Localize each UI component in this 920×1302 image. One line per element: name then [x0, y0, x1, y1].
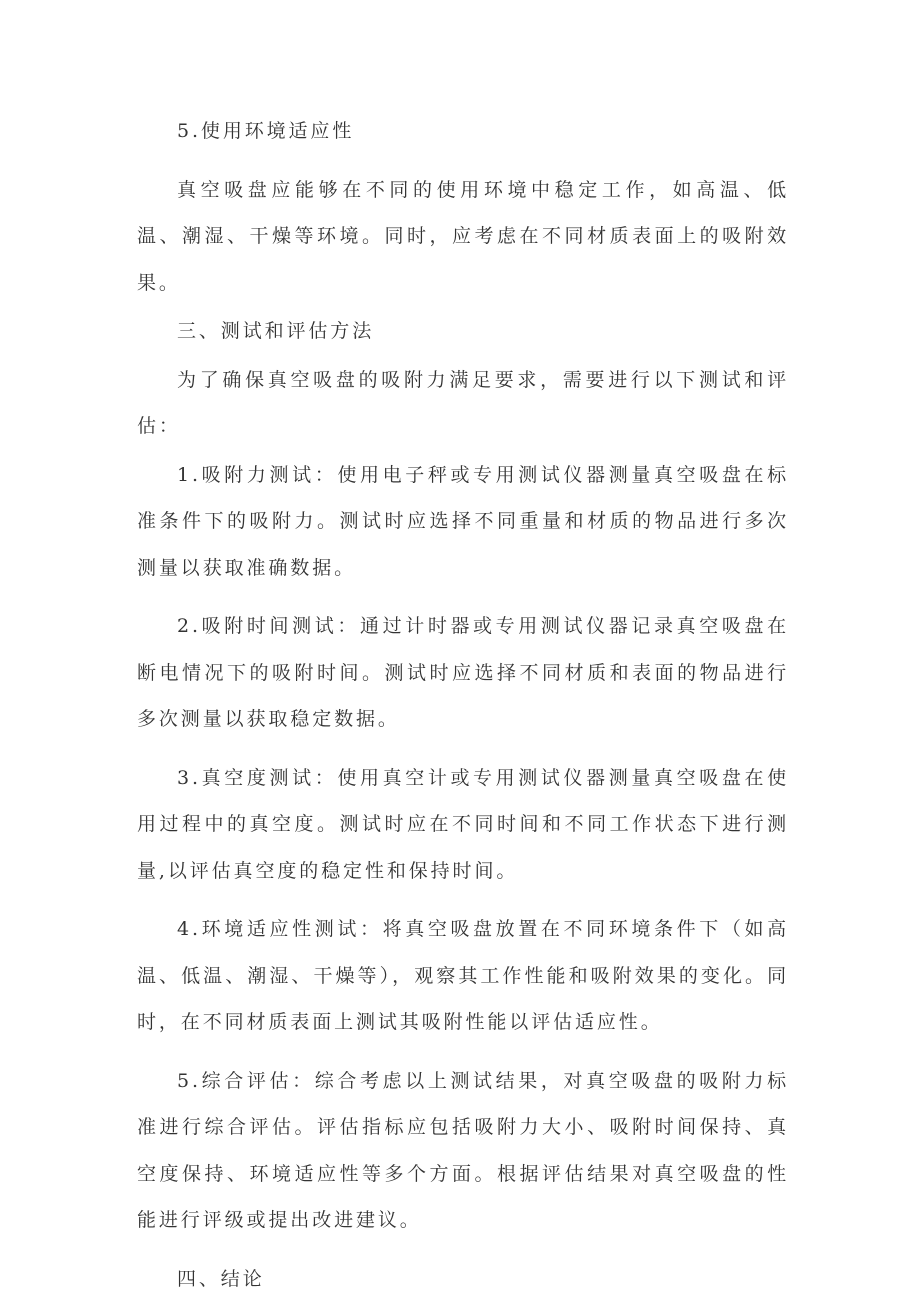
paragraph-vacuum-degree-test: 3.真空度测试：使用真空计或专用测试仪器测量真空吸盘在使用过程中的真空度。测试时应在不同时间和不同工作状态下进行测量,以评估真空度的稳定性和保持时间。	[137, 766, 789, 882]
paragraph-comprehensive-evaluation: 5.综合评估：综合考虑以上测试结果，对真空吸盘的吸附力标准进行综合评估。评估指标应包括吸附力大小、吸附时间保持、真空度保持、环境适应性等多个方面。根据评估结果对真空吸盘的性能进行评级或提出改进建议。	[137, 1069, 789, 1231]
paragraph-environment-adaptability: 真空吸盘应能够在不同的使用环境中稳定工作，如高温、低温、潮湿、干燥等环境。同时，应考虑在不同材质表面上的吸附效果。	[137, 178, 789, 294]
paragraph-adsorption-force-test: 1.吸附力测试：使用电子秤或专用测试仪器测量真空吸盘在标准条件下的吸附力。测试时应选择不同重量和材质的物品进行多次测量以获取准确数据。	[137, 463, 789, 579]
paragraph-adsorption-time-test: 2.吸附时间测试：通过计时器或专用测试仪器记录真空吸盘在断电情况下的吸附时间。测试时应选择不同材质和表面的物品进行多次测量以获取稳定数据。	[137, 615, 789, 730]
subheading-environment-adaptability: 5.使用环境适应性	[177, 120, 355, 142]
paragraph-environment-test: 4.环境适应性测试：将真空吸盘放置在不同环境条件下（如高温、低温、潮湿、干燥等），观察其工作性能和吸附效果的变化。同时，在不同材质表面上测试其吸附性能以评估适应性。	[137, 918, 789, 1033]
document-body	[137, 108, 789, 1302]
section-heading-testing-methods: 三、测试和评估方法	[177, 320, 375, 342]
section-heading-conclusion: 四、结论	[177, 1267, 265, 1290]
paragraph-testing-intro: 为了确保真空吸盘的吸附力满足要求，需要进行以下测试和评估：	[137, 368, 789, 437]
